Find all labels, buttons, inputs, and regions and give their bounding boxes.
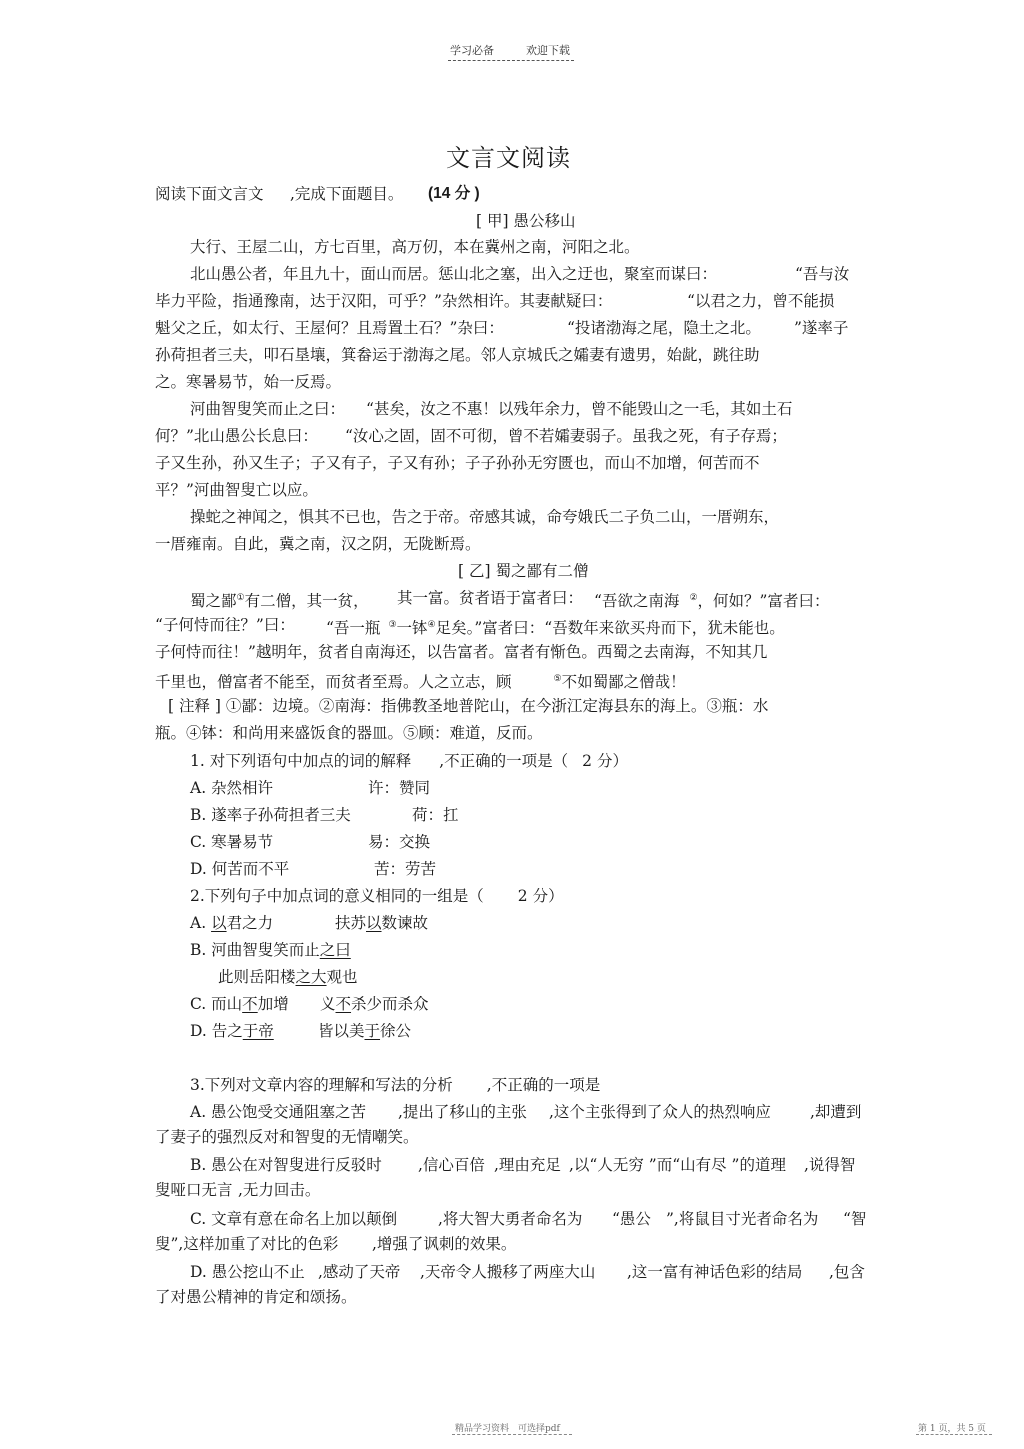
passage-a-line: “吾与汝 (795, 265, 850, 283)
q3-option-b: ,说得智 (804, 1156, 856, 1174)
q2-text: A. (190, 914, 212, 932)
passage-a-line: 北山愚公者，年且九十，面山而居。惩山北之塞，出入之迂也，聚室而谋曰： (190, 265, 718, 283)
q2-option-a (190, 913, 273, 933)
q3-option-b: B. 愚公在对智叟进行反驳时 (190, 1156, 382, 1174)
q2-stem-text: 2.下列句子中加点词的意义相同的一组是（ (190, 887, 484, 905)
q3-stem-text: ,不正确的一项是 (486, 1076, 601, 1094)
q1-gloss: 许：赞同 (368, 779, 431, 797)
q2-underlined: 不 (242, 995, 258, 1013)
q3-option-b: ,以“人无穷 ”而“山有尽 ”的道理 (569, 1156, 786, 1174)
q1-gloss: 荷：扛 (412, 806, 459, 824)
passage-a-line: 子又生孙，孙又生子；子又有子，子又有孙；子子孙孙无穷匮也，而山不加增，何苦而不 (155, 454, 760, 472)
q2-underlined: 于帝 (242, 1022, 274, 1040)
passage-b-text: 一钵 (396, 619, 428, 637)
q2-option-b-pair (218, 967, 358, 987)
q3-option-d: 了对愚公精神的肯定和颂扬。 (155, 1288, 357, 1306)
q3-option-c: ,将大智大勇者命名为 (438, 1210, 583, 1228)
q3-option-d: ,感动了天帝 (318, 1263, 401, 1281)
q3-option-d: D. 愚公挖山不止 (190, 1263, 305, 1281)
intro-rest: ,完成下面题目。 (290, 185, 404, 203)
passage-a-line: “汝心之固，固不可彻，曾不若孀妻弱子。虽我之死，有子存焉； (345, 427, 787, 445)
q3-option-c: “愚公 (612, 1210, 651, 1228)
q2-underlined: 于 (364, 1022, 381, 1040)
page-title: 文言文阅读 (446, 144, 571, 172)
q2-text: 数谏故 (381, 914, 429, 932)
q3-option-b: ,无力回击。 (238, 1181, 321, 1199)
q1-option: D. 何苦而不平 (190, 860, 290, 878)
q1-stem-text: ,不正确的一项是（ (439, 752, 569, 770)
passage-a-line: “甚矣，汝之不惠！以残年余力，曾不能毁山之一毛，其如土石 (366, 400, 793, 418)
note-mark: ⑤ (553, 674, 562, 684)
q2-text: 皆以美 (318, 1022, 365, 1040)
q2-text: 此则岳阳楼 (218, 968, 296, 986)
q3-option-c: ”,将鼠目寸光者命名为 (666, 1210, 819, 1228)
q2-score: 2 分） (517, 887, 564, 905)
passage-b-text: 蜀之鄙 (190, 592, 237, 610)
intro-score: (14 分 ) (428, 185, 480, 202)
q2-underlined: 之曰 (319, 941, 351, 959)
q3-option-d: ,包含 (829, 1263, 865, 1281)
passage-b-text: “吾一瓶 (326, 619, 381, 637)
passage-a-heading: [ 甲] 愚公移山 (476, 212, 576, 230)
passage-b-line (155, 669, 686, 692)
q2-underlined: 以 (366, 914, 382, 932)
q2-text: 君之力 (226, 914, 274, 932)
notes-line: 瓶。④钵：和尚用来盛饭食的器皿。⑤顾：难道，反而。 (155, 724, 543, 742)
header-left: 学习必备 (450, 44, 494, 57)
passage-b-line (594, 588, 829, 611)
footer-left: 可选择pdf (518, 1424, 560, 1434)
passage-b-heading: [ 乙] 蜀之鄙有二僧 (458, 562, 589, 580)
passage-b-text: 千里也，僧富者不能至，而贫者至焉。人之立志，顾 (155, 673, 512, 691)
q2-underlined: 以 (211, 914, 227, 932)
q2-option-c-pair (320, 994, 429, 1014)
q2-text: 观也 (326, 968, 358, 986)
q3-option-d: ,天帝令人搬移了两座大山 (420, 1263, 596, 1281)
footer-page: 第 1 页，共 5 页 (918, 1424, 986, 1434)
q2-underlined: 不 (335, 995, 352, 1013)
q1-stem-text: 1. 对下列语句中加点的词的解释 (190, 752, 412, 770)
q3-option-c: 叟”,这样加重了对比的色彩 (155, 1235, 339, 1253)
q3-option-c: “智 (843, 1210, 867, 1228)
q2-text: B. 河曲智叟笑而止 (190, 941, 320, 959)
q2-text: C. 而山 (190, 995, 243, 1013)
passage-b-text: “吾欲之南海 (594, 592, 680, 610)
q3-option-a: 了妻子的强烈反对和智叟的无情嘲笑。 (155, 1128, 419, 1146)
q3-option-d: ,这一富有神话色彩的结局 (627, 1263, 803, 1281)
passage-a-line: 何？”北山愚公长息曰： (155, 427, 318, 445)
passage-b-line (190, 588, 369, 611)
passage-a-line: 一厝雍南。自此，冀之南，汉之阴，无陇断焉。 (155, 535, 481, 553)
q3-option-b: ,理由充足 (494, 1156, 561, 1174)
passage-a-line: 操蛇之神闻之，惧其不已也，告之于帝。帝感其诚，命夸娥氏二子负二山，一厝朔东， (190, 508, 780, 526)
passage-b-text: 足矣。”富者曰：“吾数年来欲买舟而下，犹未能也。 (435, 619, 785, 637)
q2-option-b (190, 940, 351, 960)
passage-a-line: 毕力平险，指通豫南，达于汉阳，可乎？”杂然相许。其妻献疑曰： (155, 292, 613, 310)
passage-a-line: 之。寒暑易节，始一反焉。 (155, 373, 342, 391)
q3-option-b: ,信心百倍 (418, 1156, 485, 1174)
header-right: 欢迎下载 (526, 44, 570, 57)
q2-text: 徐公 (380, 1022, 412, 1040)
intro-text: 阅读下面文言文 (155, 185, 264, 203)
q2-text: 杀少而杀众 (351, 995, 429, 1013)
footer-left: 精品学习资料 (455, 1424, 510, 1434)
passage-a-line: 大行、王屋二山，方七百里，高万仞，本在冀州之南，河阳之北。 (190, 238, 640, 256)
note-mark: ② (689, 593, 698, 603)
q1-gloss: 苦：劳苦 (374, 860, 437, 878)
footer-divider (916, 1434, 992, 1435)
q3-stem (190, 1075, 600, 1095)
q2-text: 扶苏 (335, 914, 367, 932)
note-mark: ④ (427, 620, 436, 630)
q2-option-d-pair (318, 1021, 411, 1041)
q3-option-a: A. 愚公饱受交通阻塞之苦 (190, 1103, 367, 1121)
passage-b-line (326, 615, 785, 638)
q3-option-a: ,却遭到 (810, 1103, 862, 1121)
q1-option: A. 杂然相许 (190, 779, 274, 797)
q3-option-a: ,这个主张得到了众人的热烈响应 (549, 1103, 771, 1121)
q1-score: 2 分） (582, 752, 628, 770)
passage-b-text: 有二僧，其一贫， (244, 592, 369, 610)
passage-a-line: 河曲智叟笑而止之曰： (190, 400, 346, 418)
passage-b-line: 其一富。贫者语于富者曰： (397, 589, 584, 607)
footer-divider (452, 1434, 572, 1435)
note-mark: ① (236, 593, 245, 603)
q1-gloss: 易：交换 (368, 833, 431, 851)
q3-stem-text: 3.下列对文章内容的理解和写法的分析 (190, 1076, 453, 1094)
notes-line: [ 注释 ] ①鄙：边境。②南海：指佛教圣地普陀山，在今浙江定海县东的海上。③瓶：水 (168, 697, 769, 715)
q2-option-a-pair (335, 913, 428, 933)
q3-option-a: ,提出了移山的主张 (398, 1103, 527, 1121)
passage-a-line: “投诸渤海之尾，隐土之北。 (567, 319, 761, 337)
q2-text: D. 告之 (190, 1022, 243, 1040)
passage-b-text: ，何如？”富者曰： (697, 592, 830, 610)
passage-b-text: 不如蜀鄙之僧哉！ (561, 673, 686, 691)
passage-a-line: 孙荷担者三夫，叩石垦壤，箕畚运于渤海之尾。邻人京城氏之孀妻有遗男，始龀，跳往助 (155, 346, 760, 364)
header-divider (448, 60, 574, 61)
note-mark: ③ (388, 620, 397, 630)
q3-option-b: 叟哑口无言 (155, 1181, 233, 1199)
passage-b-line: 子何恃而往！”越明年，贫者自南海还，以告富者。富者有惭色。西蜀之去南海，不知其几 (155, 643, 768, 661)
passage-a-line: ”遂率子 (794, 319, 849, 337)
q2-option-d (190, 1021, 274, 1041)
q3-option-c: C. 文章有意在命名上加以颠倒 (190, 1210, 398, 1228)
q1-option: B. 遂率子孙荷担者三夫 (190, 806, 351, 824)
q1-stem (190, 751, 628, 771)
passage-b-line: “子何恃而往？”曰： (155, 616, 295, 634)
q1-option: C. 寒暑易节 (190, 833, 274, 851)
passage-a-line: 魁父之丘，如太行、王屋何？且焉置土石？”杂曰： (155, 319, 504, 337)
q2-underlined: 之大 (295, 968, 327, 986)
q2-stem (190, 886, 564, 906)
passage-a-line: 平？”河曲智叟亡以应。 (155, 481, 318, 499)
q2-text: 加增 (257, 995, 289, 1013)
passage-a-line: “以君之力，曾不能损 (687, 292, 835, 310)
q3-option-c: ,增强了讽刺的效果。 (372, 1235, 517, 1253)
q2-option-c (190, 994, 289, 1014)
q2-text: 义 (320, 995, 336, 1013)
